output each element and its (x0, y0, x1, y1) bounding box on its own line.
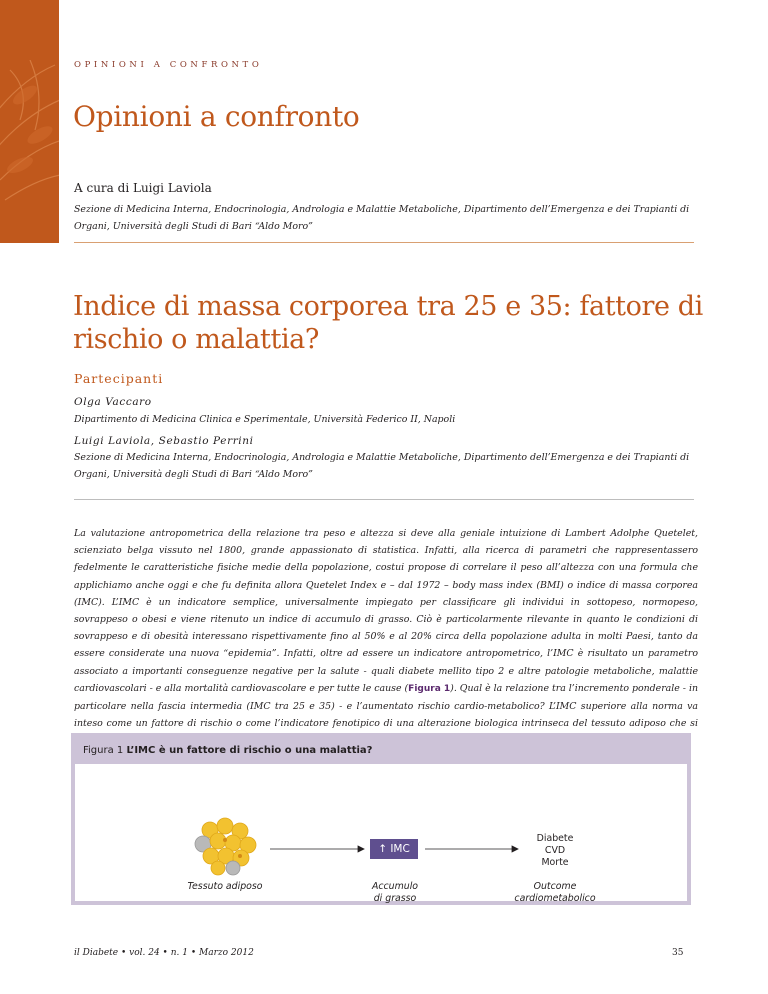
adipocyte-cluster-icon (195, 818, 256, 875)
leaf-pattern-icon (0, 60, 59, 210)
editor-affiliation: Sezione di Medicina Interna, Endocrinologia, Andrologia e Malattie Metaboliche, Dipartimento dell’Emergenza e dei Trapianti di Organi, Università degli Studi di Bari “Aldo Moro” (74, 204, 690, 232)
label-accumulo-line1: Accumulo (371, 881, 419, 892)
figure-title: L’IMC è un fattore di rischio o una malattia? (126, 745, 373, 756)
label-outcome-line2: cardiometabolico (514, 893, 596, 904)
section-kicker: OPINIONI A CONFRONTO (74, 60, 263, 70)
abstract (74, 525, 698, 750)
figure-1 (71, 733, 691, 905)
decorative-side-tab (0, 0, 59, 243)
divider (74, 499, 694, 500)
participant-name: Luigi Laviola, Sebastio Perrini (74, 435, 254, 447)
page-number: 35 (672, 948, 684, 958)
imc-increase-box: ↑ IMC (370, 839, 418, 859)
arrow-right-icon (270, 846, 364, 852)
outcome-item: Morte (541, 857, 569, 868)
participant-affiliation: Dipartimento di Medicina Clinica e Sperimentale, Università Federico II, Napoli (74, 414, 456, 425)
label-accumulo-line2: di grasso (373, 893, 417, 904)
arrow-right-icon (425, 846, 518, 852)
editor-name: A cura di Luigi Laviola (74, 181, 212, 195)
section-title: Opinioni a confronto (73, 100, 360, 133)
label-outcome (495, 881, 615, 905)
figure-diagram (75, 764, 687, 904)
outcome-item: Diabete (536, 833, 574, 844)
label-accumulo (340, 881, 450, 905)
figure-caption (75, 737, 687, 764)
label-tessuto-adiposo: Tessuto adiposo (187, 881, 263, 892)
label-outcome-line1: Outcome (533, 881, 577, 892)
divider (74, 242, 694, 243)
figure-reference-link[interactable]: Figura 1 (408, 683, 451, 694)
outcome-item: CVD (544, 845, 566, 856)
participant-name: Olga Vaccaro (74, 396, 152, 408)
journal-citation: il Diabete • vol. 24 • n. 1 • Marzo 2012 (74, 948, 254, 958)
figure-label: Figura 1 (83, 745, 124, 756)
participant-affiliation: Sezione di Medicina Interna, Endocrinologia, Andrologia e Malattie Metaboliche, Dipartimento dell’Emergenza e dei Trapianti di Organi, Università degli Studi di Bari “Aldo Moro” (74, 452, 690, 480)
abstract-text: ). Qual è la relazione tra l’incremento ponderale - in particolare nella fascia intermedia (IMC tra 25 e 35) - e l’aumentato rischio cardio-metabolico? L’IMC superiore alla norma va inteso come un fattore di rischio o come l’indicatore fenotipico di una alterazione biologica intrinseca del tessuto adiposo che si (74, 682, 698, 730)
article-title: Indice di massa corporea tra 25 e 35: fattore di rischio o malattia? (73, 291, 703, 355)
outcome-list (515, 833, 595, 869)
abstract-text: La valutazione antropometrica della relazione tra peso e altezza si deve alla geniale intuizione di Lambert Adolphe Quetelet, scienziato belga vissuto nel 1800, grande appassionato di statistica. Infatti, alla ricerca di parametri che rappresentassero fedelmente le caratteristiche fisiche medie della popolazione, costui propose di correlare il peso all’altezza con una formula che applichiamo anche oggi e che fu definita allora Quetelet Index e – dal 1972 – body mass index (BMI) o indice di massa corporea (IMC). L’IMC è un indicatore semplice, universalmente impiegato per classificare gli individui in sottopeso, normopeso, sovrappeso o obesi e viene ritenuto un indice di accumulo di grasso. Ciò è particolarmente rilevante in quanto le condizioni di sovrappeso e di obesità interessano rispettivamente fino al 50% e al 20% circa della popolazione adulta in molti Paesi, tanto da essere considerate una nuova “epidemia”. Infatti, oltre ad essere un indicatore antropometrico, l’IMC è risultato un parametro associato a importanti conseguenze negative per la salute - quali diabete mellito tipo 2 e altre patologie metaboliche, malattie cardiovascolari - e alla mortalità cardiovascolare e per tutte le cause ( (74, 528, 698, 694)
participants-heading: Partecipanti (74, 371, 164, 386)
